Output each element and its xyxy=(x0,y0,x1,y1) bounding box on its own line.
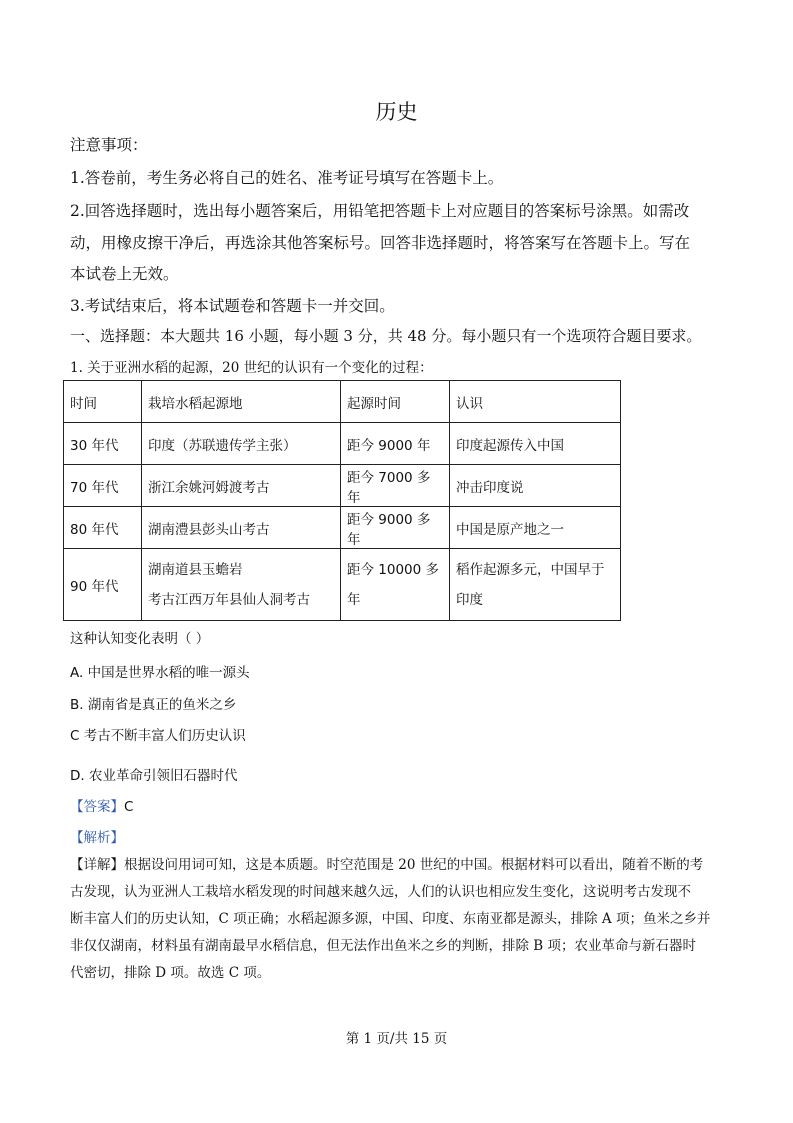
cell-line: 稻作起源多元，中国早于 xyxy=(456,561,605,578)
answer-line xyxy=(70,795,133,815)
cell-line: 考古江西万年县仙人洞考古 xyxy=(148,591,310,608)
table-cell: 80 年代 xyxy=(64,507,142,549)
analysis-line: 断丰富人们的历史认知，C 项正确；水稻起源多源，中国、印度、东南亚都是源头，排除 A 项；鱼米之乡并 xyxy=(70,911,711,927)
analysis-line: 非仅仅湖南，材料虽有湖南最早水稻信息，但无法作出鱼米之乡的判断，排除 B 项；农业革命与新石器时 xyxy=(70,938,697,954)
table-cell: 距今 9000 多年 xyxy=(341,507,450,549)
option-b: B. 湖南省是真正的鱼米之乡 xyxy=(70,697,237,713)
section-heading: 一、选择题：本大题共 16 小题，每小题 3 分，共 48 分。每小题只有一个选项符合题目要求。 xyxy=(70,327,702,345)
table-header: 栽培水稻起源地 xyxy=(142,381,341,423)
question-stem: 1. 关于亚洲水稻的起源，20 世纪的认识有一个变化的过程： xyxy=(70,360,433,376)
question-prompt: 这种认知变化表明（ ） xyxy=(70,631,210,647)
table-cell xyxy=(142,549,341,621)
notice-item-2-line-3: 本试卷上无效。 xyxy=(70,265,179,283)
table-cell: 90 年代 xyxy=(64,549,142,621)
notice-heading: 注意事项： xyxy=(70,136,148,154)
page-footer: 第 1 页/共 15 页 xyxy=(345,1031,448,1047)
table-row xyxy=(64,507,621,549)
cell-line: 距今 10000 多 xyxy=(347,561,440,578)
cell-line: 印度 xyxy=(456,591,483,608)
notice-item-2-line-2: 动，用橡皮擦干净后，再选涂其他答案标号。回答非选择题时，将答案写在答题卡上。写在 xyxy=(70,234,691,252)
table-cell: 中国是原产地之一 xyxy=(450,507,621,549)
option-a: A. 中国是世界水稻的唯一源头 xyxy=(70,665,250,681)
table-header: 时间 xyxy=(64,381,142,423)
notice-item-2-line-1: 2.回答选择题时，选出每小题答案后，用铅笔把答题卡上对应题目的答案标号涂黑。如需改 xyxy=(70,202,690,220)
analysis-label: 【解析】 xyxy=(70,830,124,846)
page-title: 历史 xyxy=(375,100,418,124)
table-cell xyxy=(341,549,450,621)
analysis-line: 古发现，认为亚洲人工栽培水稻发现的时间越来越久远，人们的认识也相应发生变化，这说明考古发现不 xyxy=(70,884,691,900)
table-header-row xyxy=(64,381,621,423)
option-d: D. 农业革命引领旧石器时代 xyxy=(70,768,238,784)
table-cell: 距今 7000 多年 xyxy=(341,465,450,507)
cell-line: 年 xyxy=(347,591,361,608)
source-table xyxy=(63,380,621,621)
table-cell: 湖南澧县彭头山考古 xyxy=(142,507,341,549)
notice-item-3: 3.考试结束后，将本试题卷和答题卡一并交回。 xyxy=(70,297,395,315)
answer-label: 【答案】 xyxy=(70,799,124,815)
table-header: 认识 xyxy=(450,381,621,423)
table-cell: 30 年代 xyxy=(64,423,142,465)
analysis-paragraph xyxy=(70,852,730,987)
table-header: 起源时间 xyxy=(341,381,450,423)
table-cell: 印度起源传入中国 xyxy=(450,423,621,465)
table-cell: 冲击印度说 xyxy=(450,465,621,507)
cell-line: 湖南道县玉蟾岩 xyxy=(148,561,243,578)
table-row xyxy=(64,465,621,507)
notice-item-1: 1.答卷前，考生务必将自己的姓名、准考证号填写在答题卡上。 xyxy=(70,169,504,187)
table-cell: 距今 9000 年 xyxy=(341,423,450,465)
analysis-line: 代密切，排除 D 项。故选 C 项。 xyxy=(70,965,271,981)
answer-value: C xyxy=(124,799,134,815)
table-cell: 70 年代 xyxy=(64,465,142,507)
table-cell: 印度（苏联遗传学主张） xyxy=(142,423,341,465)
analysis-line: 【详解】根据设问用词可知，这是本质题。时空范围是 20 世纪的中国。根据材料可以看出，随着不断的考 xyxy=(70,857,704,873)
table-row xyxy=(64,423,621,465)
table-cell: 浙江余姚河姆渡考古 xyxy=(142,465,341,507)
option-c: C 考古不断丰富人们历史认识 xyxy=(70,728,246,744)
table-row xyxy=(64,549,621,621)
table-cell xyxy=(450,549,621,621)
